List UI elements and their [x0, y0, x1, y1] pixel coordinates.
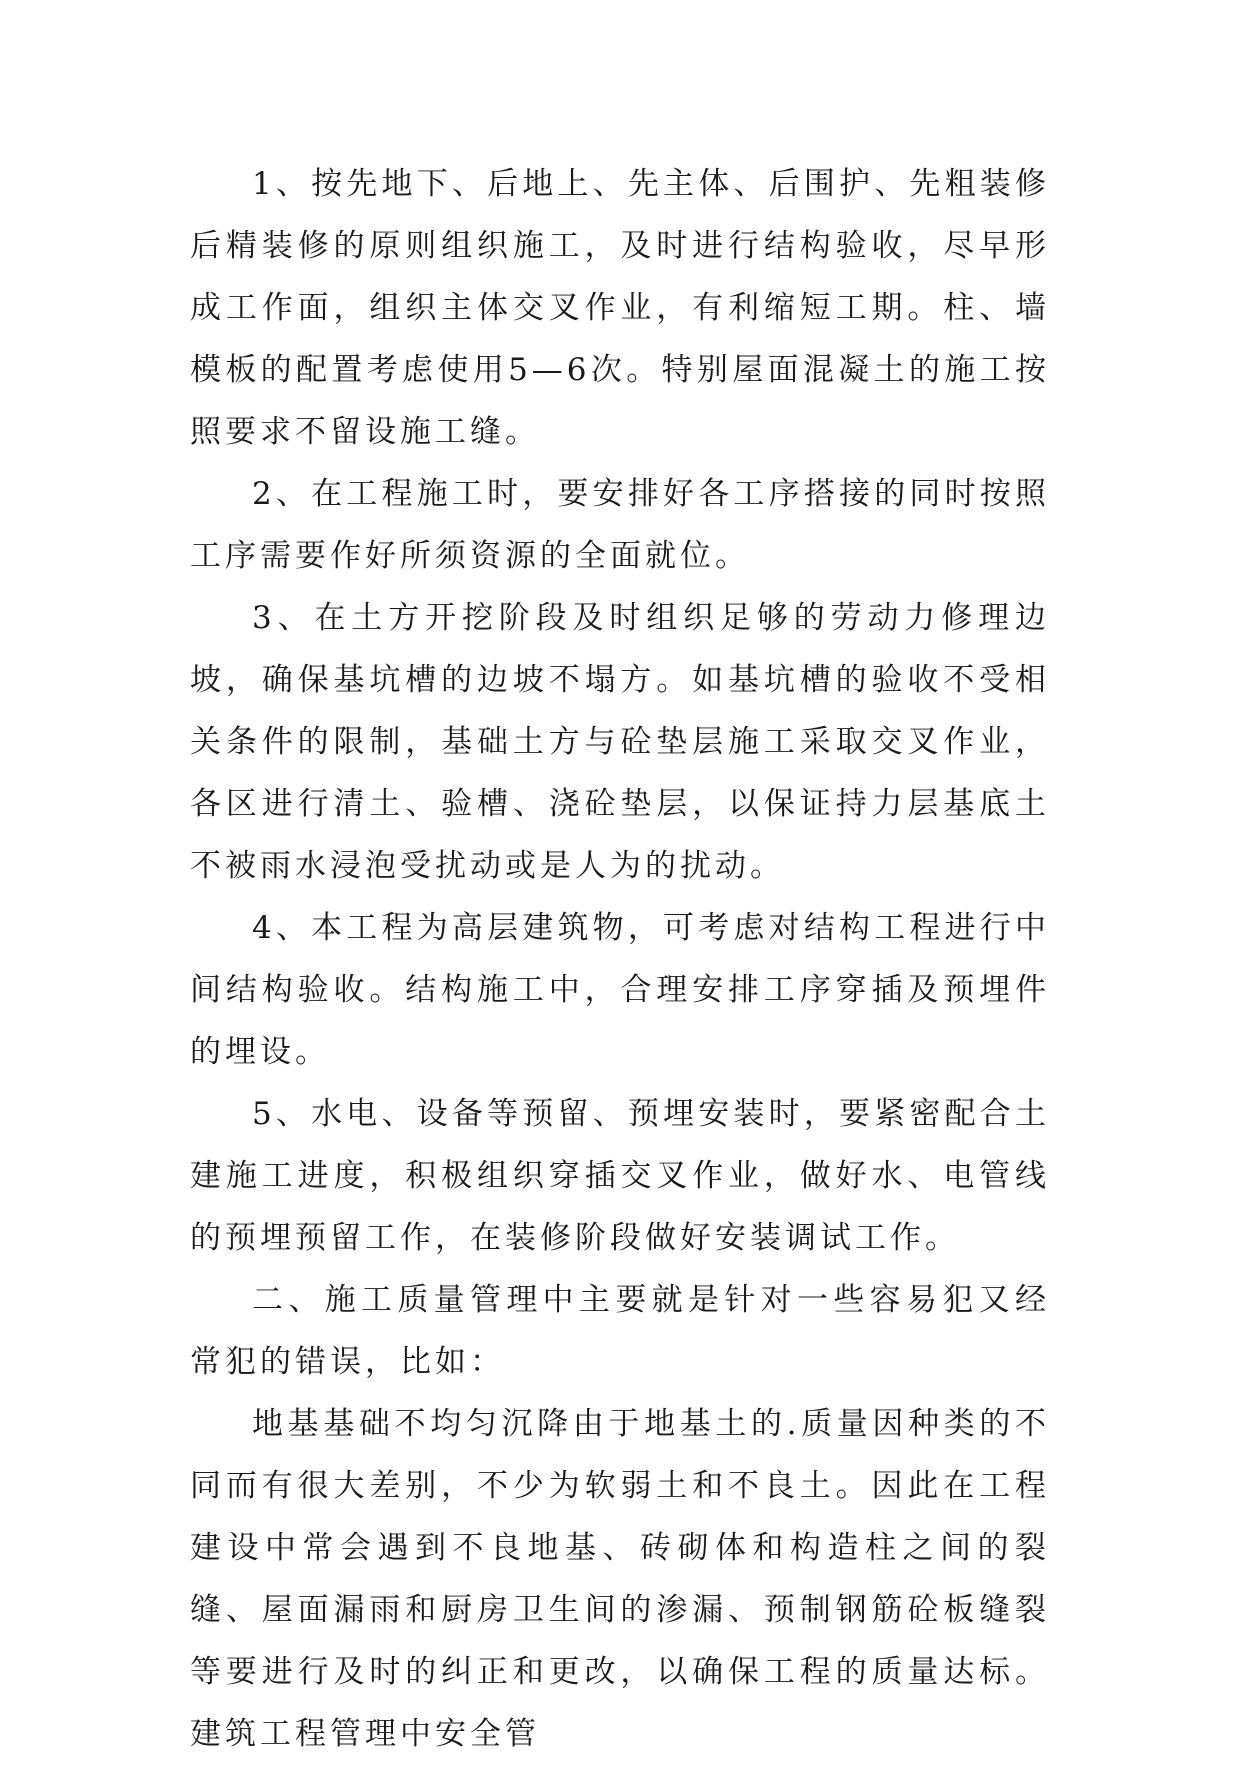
paragraph-6: 二、施工质量管理中主要就是针对一些容易犯又经常犯的错误，比如： — [190, 1282, 1050, 1380]
paragraph-7: 地基基础不均匀沉降由于地基土的.质量因种类的不同而有很大差别，不少为软弱土和不良土。因此在工程建设中常会遇到不良地基、砖砌体和构造柱之间的裂缝、屋面漏雨和厨房卫生间的渗漏、预制钢筋砼板缝裂等要进行及时的纠正和更改，以确保工程的质量达标。建筑工程管理中安全管 — [190, 1406, 1050, 1752]
paragraph-1: 1、按先地下、后地上、先主体、后围护、先粗装修后精装修的原则组织施工，及时进行结构验收，尽早形成工作面，组织主体交叉作业，有利缩短工期。柱、墙模板的配置考虑使用5—6次。特别屋面混凝土的施工按照要求不留设施工缝。 — [190, 166, 1050, 450]
paragraph-5: 5、水电、设备等预留、预埋安装时，要紧密配合土建施工进度，积极组织穿插交叉作业，做好水、电管线的预埋预留工作，在装修阶段做好安装调试工作。 — [190, 1096, 1050, 1256]
paragraph-4: 4、本工程为高层建筑物，可考虑对结构工程进行中间结构验收。结构施工中，合理安排工序穿插及预埋件的埋设。 — [190, 910, 1050, 1070]
paragraph-2: 2、在工程施工时，要安排好各工序搭接的同时按照工序需要作好所须资源的全面就位。 — [190, 476, 1050, 574]
paragraph-3: 3、在土方开挖阶段及时组织足够的劳动力修理边坡，确保基坑槽的边坡不塌方。如基坑槽的验收不受相关条件的限制，基础土方与砼垫层施工采取交叉作业，各区进行清土、验槽、浇砼垫层，以保证持力层基底土不被雨水浸泡受扰动或是人为的扰动。 — [190, 600, 1050, 884]
body-text — [190, 153, 1050, 1765]
